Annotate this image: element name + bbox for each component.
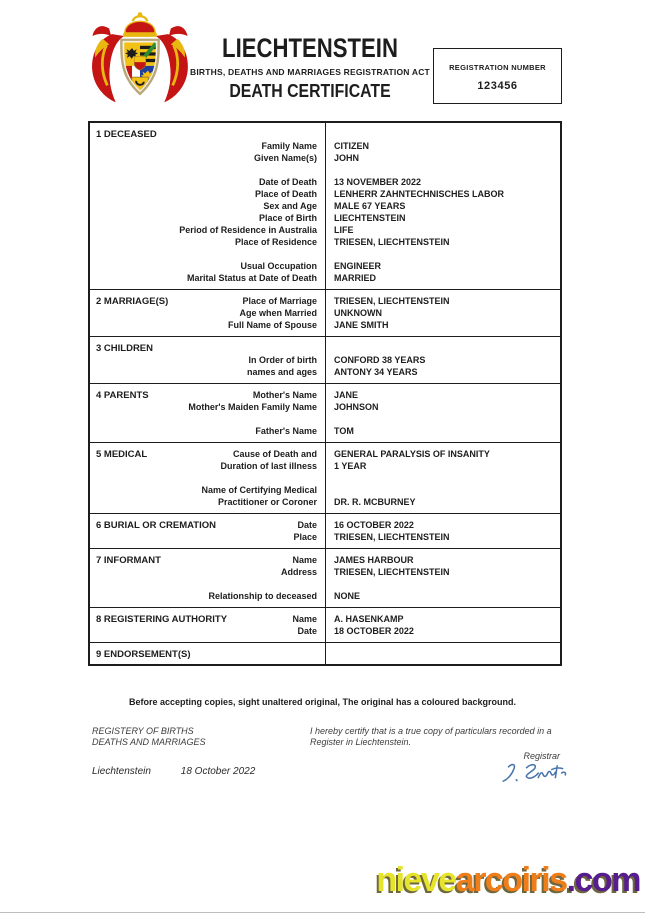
field-value: A. HASENKAMP [334, 614, 404, 624]
certificate-section [90, 642, 560, 664]
watermark-part-nieve: nieve [376, 861, 456, 899]
section-title: 4 PARENTS [96, 390, 149, 401]
field-label: Mother's Maiden Family Name [188, 402, 317, 412]
field-label: Given Name(s) [253, 153, 317, 163]
certificate-table [88, 121, 562, 666]
field-label: Name of Certifying Medical [201, 485, 317, 495]
field-value: TRIESEN, LIECHTENSTEIN [334, 237, 450, 247]
certificate-section [90, 548, 560, 607]
field-label: names and ages [246, 367, 317, 377]
registry-line-1: REGISTERY OF BIRTHS [92, 726, 194, 736]
field-label: In Order of birth [248, 355, 317, 365]
section-values [325, 443, 560, 513]
section-title: 5 MEDICAL [96, 449, 148, 460]
field-value: 1 YEAR [334, 461, 367, 471]
field-label: Date [297, 626, 317, 636]
field-value: JANE [334, 390, 359, 400]
section-title: 6 BURIAL OR CREMATION [96, 520, 216, 531]
field-label: Mother's Name [252, 390, 317, 400]
section-labels [90, 128, 325, 284]
watermark-site-name [376, 861, 640, 900]
field-label: Address [280, 567, 317, 577]
document-title: DEATH CERTIFICATE [229, 81, 391, 101]
section-values [325, 123, 560, 289]
section-title: 7 INFORMANT [96, 555, 161, 566]
field-value [334, 472, 560, 484]
field-value [334, 413, 560, 425]
field-label [90, 164, 317, 176]
country-title: LIECHTENSTEIN [222, 33, 398, 63]
issue-place-date [92, 766, 255, 777]
field-label [90, 578, 317, 590]
field-value: ANTONY 34 YEARS [334, 367, 418, 377]
section-values [325, 337, 560, 383]
field-value: CONFORD 38 YEARS [334, 355, 426, 365]
certification-statement: I hereby certify that is a true copy of particulars recorded in a Register in Liechtenstein. [310, 726, 552, 747]
field-value: 18 OCTOBER 2022 [334, 626, 414, 636]
certificate-section [90, 123, 560, 289]
field-label: Place of Birth [258, 213, 317, 223]
field-value: LENHERR ZAHNTECHNISCHES LABOR [334, 189, 505, 199]
field-value: 13 NOVEMBER 2022 [334, 177, 422, 187]
field-value: LIECHTENSTEIN [334, 213, 406, 223]
field-label: Practitioner or Coroner [217, 497, 317, 507]
certificate-section [90, 289, 560, 336]
certificate-section [90, 383, 560, 442]
field-value [334, 164, 560, 176]
certificate-section [90, 607, 560, 642]
copy-notice: Before accepting copies, sight unaltered original, The original has a coloured background. [128, 697, 517, 707]
registration-number-value: 123456 [477, 80, 518, 92]
certificate-section [90, 513, 560, 548]
certificate-section [90, 336, 560, 383]
section-values [325, 549, 560, 607]
field-label: Place of Residence [234, 237, 317, 247]
field-value: CITIZEN [334, 141, 369, 151]
field-value: 16 OCTOBER 2022 [334, 520, 414, 530]
field-label: Father's Name [255, 426, 317, 436]
field-value [334, 484, 560, 496]
bottom-divider-line [0, 912, 645, 914]
field-label: Place [293, 532, 317, 542]
field-value: JAMES HARBOUR [334, 555, 414, 565]
field-value: ENGINEER [334, 261, 382, 271]
section-values [325, 384, 560, 442]
registration-number-label: REGISTRATION NUMBER [449, 63, 546, 72]
section-values [325, 290, 560, 336]
field-value: LIFE [334, 225, 354, 235]
issue-place: Liechtenstein [92, 766, 151, 777]
watermark-part-arcoiris: arcoiris [455, 861, 567, 899]
section-title: 2 MARRIAGE(S) [96, 296, 169, 307]
section-values [325, 643, 560, 664]
registrar-signature [496, 757, 568, 791]
field-value: TRIESEN, LIECHTENSTEIN [334, 532, 450, 542]
field-value: JOHN [334, 153, 360, 163]
section-title: 3 CHILDREN [96, 343, 154, 354]
header-title-block [170, 33, 450, 102]
registry-line-2: DEATHS AND MARRIAGES [92, 737, 206, 747]
field-value: MALE 67 YEARS [334, 201, 406, 211]
field-label: Place of Death [254, 189, 317, 199]
field-label: Name [292, 614, 317, 624]
field-value: MARRIED [334, 273, 376, 283]
section-title: 8 REGISTERING AUTHORITY [96, 614, 228, 625]
field-value: NONE [334, 591, 361, 601]
field-value: JOHNSON [334, 402, 379, 412]
registry-office-block [92, 726, 206, 748]
field-label: Name [292, 555, 317, 565]
field-value: TRIESEN, LIECHTENSTEIN [334, 296, 450, 306]
field-label [90, 248, 317, 260]
field-value [334, 128, 560, 140]
section-title: 9 ENDORSEMENT(S) [96, 649, 191, 660]
registration-number-box [433, 48, 562, 104]
field-value: UNKNOWN [334, 308, 382, 318]
field-value: TOM [334, 426, 354, 436]
field-value [334, 342, 560, 354]
field-label: Date of Death [258, 177, 317, 187]
registrar-label: Registrar [523, 751, 560, 761]
watermark-part-com: .com [566, 861, 640, 899]
field-value [334, 248, 560, 260]
field-label: Full Name of Spouse [227, 320, 317, 330]
field-label: Date [297, 520, 317, 530]
field-label: Age when Married [239, 308, 317, 318]
field-label [90, 413, 317, 425]
field-value: TRIESEN, LIECHTENSTEIN [334, 567, 450, 577]
field-label: Sex and Age [263, 201, 317, 211]
field-label: Place of Marriage [242, 296, 317, 306]
field-value: DR. R. MCBURNEY [334, 497, 416, 507]
field-label: Duration of last illness [220, 461, 317, 471]
certificate-section [90, 442, 560, 513]
field-label [90, 472, 317, 484]
section-values [325, 608, 560, 642]
registration-act-subtitle: BIRTHS, DEATHS AND MARRIAGES REGISTRATION ACT [190, 67, 430, 77]
field-label: Cause of Death and [232, 449, 317, 459]
field-label: Family Name [261, 141, 317, 151]
field-value: GENERAL PARALYSIS OF INSANITY [334, 449, 490, 459]
section-title: 1 DECEASED [96, 129, 157, 140]
field-label: Period of Residence in Australia [179, 225, 317, 235]
issue-date: 18 October 2022 [180, 766, 256, 777]
section-values [325, 514, 560, 548]
field-label: Marital Status at Date of Death [186, 273, 317, 283]
field-label: Usual Occupation [240, 261, 317, 271]
field-value [334, 578, 560, 590]
field-value: JANE SMITH [334, 320, 389, 330]
field-label: Relationship to deceased [208, 591, 317, 601]
